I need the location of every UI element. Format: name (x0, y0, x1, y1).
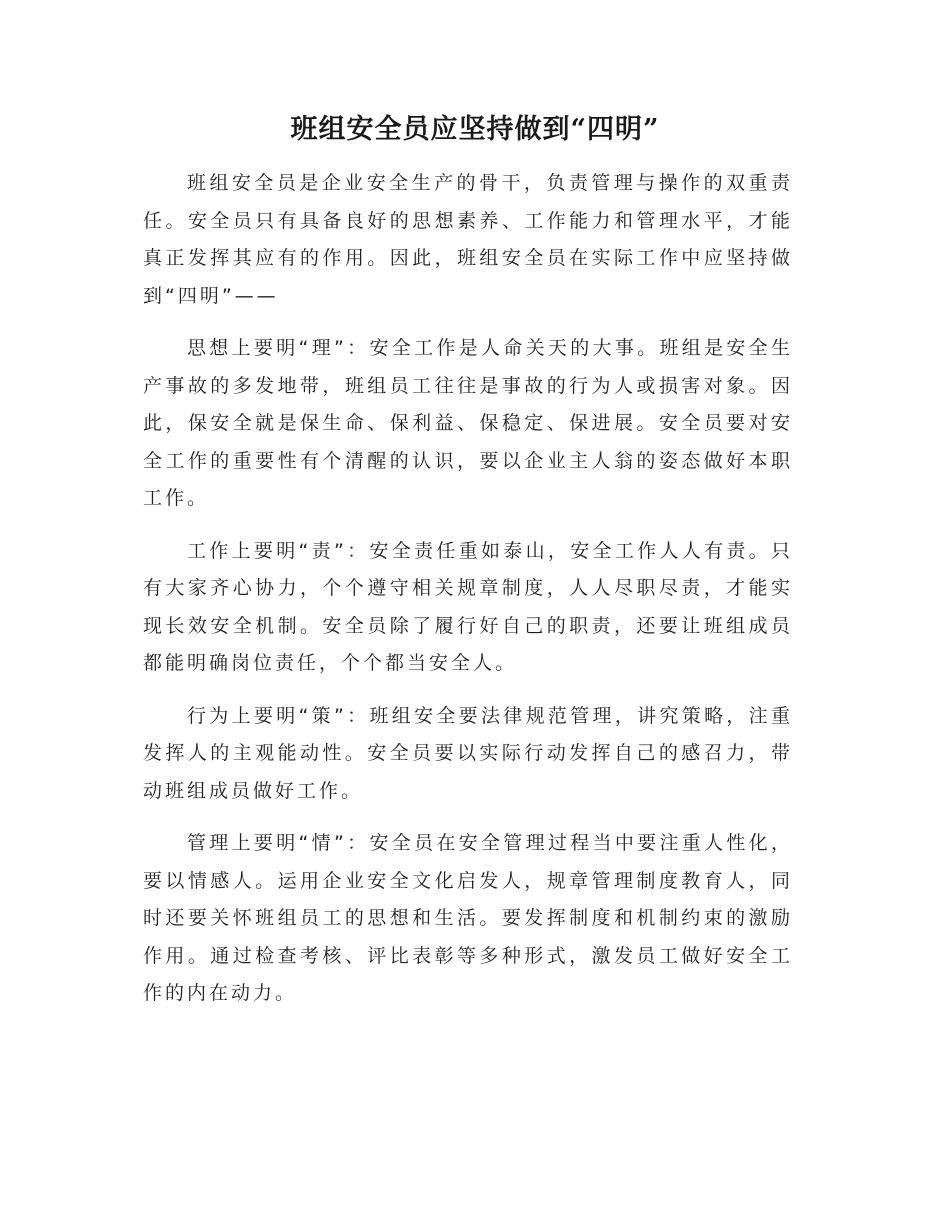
paragraph-thought: 思想上要明“理”：安全工作是人命关天的大事。班组是安全生产事故的多发地带，班组员工往往是事故的行为人或损害对象。因此，保安全就是保生命、保利益、保稳定、保进展。安全员要对安全工作的重要性有个清醒的认识，要以企业主人翁的姿态做好本职工作。 (143, 337, 793, 509)
paragraph-behavior: 行为上要明“策”：班组安全要法律规范管理，讲究策略，注重发挥人的主观能动性。安全员要以实际行动发挥自己的感召力，带动班组成员做好工作。 (143, 704, 793, 802)
paragraph-intro: 班组安全员是企业安全生产的骨干，负责管理与操作的双重责任。安全员只有具备良好的思想素养、工作能力和管理水平，才能真正发挥其应有的作用。因此，班组安全员在实际工作中应坚持做到“四明”—— (143, 172, 793, 307)
document-title: 班组安全员应坚持做到“四明” (290, 114, 660, 145)
paragraph-work: 工作上要明“责”：安全责任重如泰山，安全工作人人有责。只有大家齐心协力，个个遵守相关规章制度，人人尽职尽责，才能实现长效安全机制。安全员除了履行好自己的职责，还要让班组成员都能明确岗位责任，个个都当安全人。 (143, 539, 793, 674)
paragraph-management: 管理上要明“情”：安全员在安全管理过程当中要注重人性化，要以情感人。运用企业安全文化启发人，规章管理制度教育人，同时还要关怀班组员工的思想和生活。要发挥制度和机制约束的激励作用。通过检查考核、评比表彰等多种形式，激发员工做好安全工作的内在动力。 (143, 832, 793, 1004)
document-body (143, 165, 793, 1028)
